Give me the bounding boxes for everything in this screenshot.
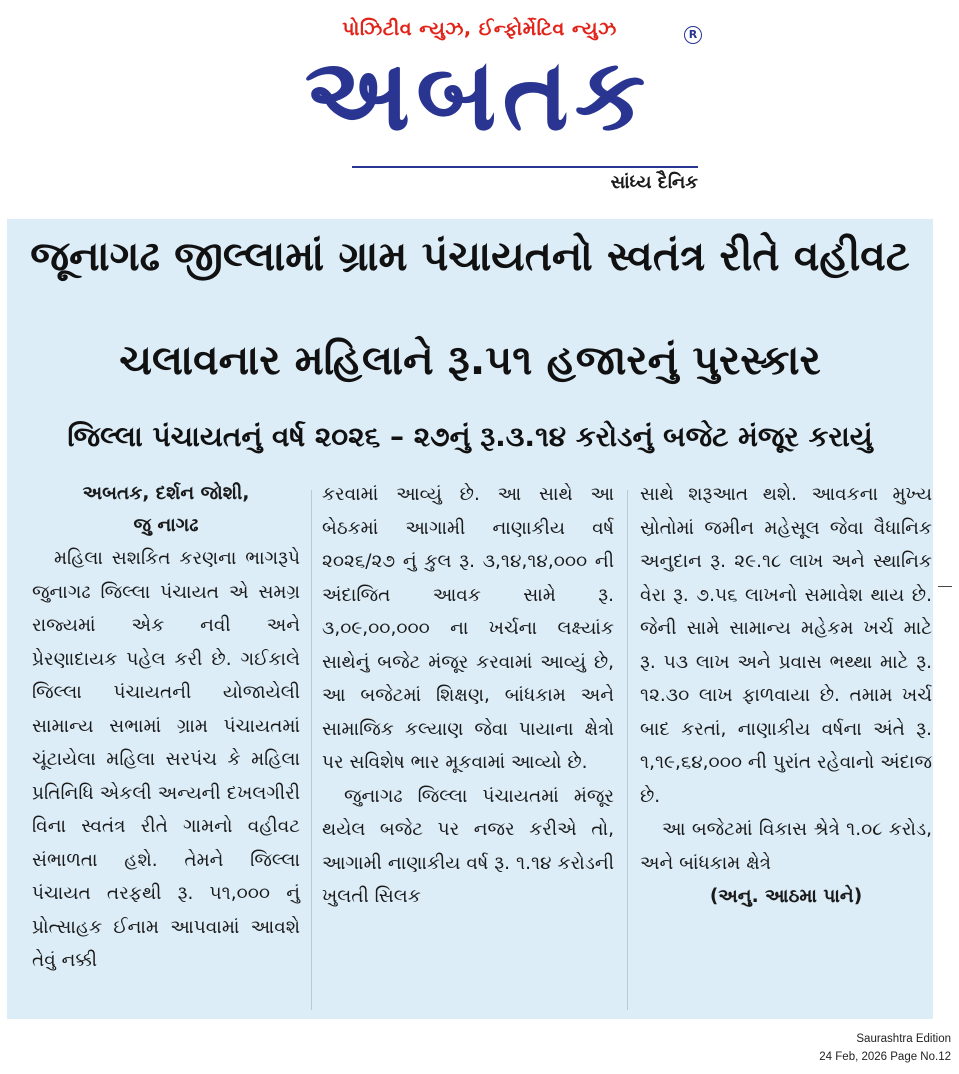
- column-divider: [627, 490, 628, 1010]
- tagline: પોઝિટીવ ન્યુઝ, ઈન્ફોર્મેટિવ ન્યુઝ: [342, 18, 617, 40]
- masthead-subtitle: સાંધ્ય દૈનિક: [610, 172, 698, 193]
- byline-author: અબતક, દર્શન જોશી,: [82, 483, 250, 504]
- headline-line-1: જૂનાગઢ જીલ્લામાં ગ્રામ પંચાયતનો સ્વતંત્ર રીતે વહીવટ: [30, 232, 910, 280]
- column-3-paragraph-1: સાથે શરૂઆત થશે. આવકના મુખ્ય સ્રોતોમાં જમીન મહેસૂલ જેવા વૈધાનિક અનુદાન રૂ. ૨૯.૧૮ લાખ અને સ્થાનિક વેરા રૂ. ૭.૫૬ લાખનો સમાવેશ થાય છે. જેની સામે સામાન્ય મહેકમ ખર્ચ માટે રૂ. ૫૩ લાખ અને પ્રવાસ ભથ્થા માટે રૂ. ૧૨.૩૦ લાખ ફાળવાયા છે. તમામ ખર્ચ બાદ કરતાં, નાણાકીય વર્ષના અંતે રૂ. ૧,૧૯,૬૪,૦૦૦ ની પુરાંત રહેવાનો અંદાજ છે.: [640, 484, 933, 807]
- column-2-paragraph-1: કરવામાં આવ્યું છે. આ સાથે આ બેઠકમાં આગામી નાણાકીય વર્ષ ૨૦૨૬/૨૭ નું કુલ રૂ. ૩,૧૪,૧૪,૦૦૦ ની અંદાજિત આવક સામે રૂ. ૩,૦૯,૦૦,૦૦૦ ના ખર્ચના લક્ષ્યાંક સાથેનું બજેટ મંજૂર કરવામાં આવ્યું છે, આ બજેટમાં શિક્ષણ, બાંધકામ અને સામાજિક કલ્યાણ જેવા પાયાના ક્ષેત્રો પર સવિશેષ ભાર મૂકવામાં આવ્યો છે.: [322, 484, 614, 773]
- article-column-2: [322, 478, 614, 914]
- byline-location: જુ નાગઢ: [133, 515, 199, 536]
- column-3-paragraph-2: આ બજેટમાં વિકાસ શ્રેત્રે ૧.૦૮ કરોડ, અને બાંધકામ ક્ષેત્રે: [640, 819, 932, 874]
- column-2-paragraph-2: જુનાગઢ જિલ્લા પંચાયતમાં મંજૂર થયેલ બજેટ પર નજર કરીએ તો, આગામી નાણાકીય વર્ષ રૂ. ૧.૧૪ કરોડની ખુલતી સિલક: [322, 785, 614, 907]
- subheadline: જિલ્લા પંચાયતનું વર્ષ ૨૦૨૬ – ૨૭નું રૂ.૩.૧૪ કરોડનું બજેટ મંજૂર કરાયું: [67, 420, 873, 453]
- margin-tick: [938, 586, 952, 587]
- continued-reference: (અનુ. આઠમા પાને): [709, 886, 863, 907]
- column-1-paragraph: મહિલા સશકિત કરણના ભાગરૂપે જુનાગઢ જિલ્લા પંચાયત એ સમગ્ર રાજ્યમાં એક નવી અને પ્રેરણાદાયક પહેલ કરી છે. ગઈકાલે જિલ્લા પંચાયતની યોજાયેલી સામાન્ય સભામાં ગ્રામ પંચાયતમાં ચૂંટાયેલા મહિલા સરપંચ કે મહિલા પ્રતિનિધિ એકલી અન્યની દખલગીરી વિના સ્વતંત્ર રીતે ગામનો વહીવટ સંભાળતા હશે. તેમને જિલ્લા પંચાયત તરફથી રૂ. ૫૧,૦૦૦ નું પ્રોત્સાહક ઈનામ આપવામાં આવશે તેવું નક્કી: [32, 548, 300, 971]
- edition-label: Saurashtra Edition: [856, 1033, 951, 1045]
- masthead: [0, 0, 959, 212]
- masthead-divider: [352, 166, 698, 168]
- column-divider: [311, 490, 312, 1010]
- page-footer: [819, 1030, 951, 1066]
- article-column-1: [32, 478, 300, 978]
- headline-line-2: ચલાવનાર મહિલાને રૂ.૫૧ હજારનું પુરસ્કાર: [119, 336, 821, 384]
- article-column-3: [640, 478, 932, 914]
- newspaper-logo: અબતક: [304, 36, 652, 153]
- registered-mark-icon: R: [684, 26, 702, 44]
- date-page-label: 24 Feb, 2026 Page No.12: [819, 1051, 951, 1063]
